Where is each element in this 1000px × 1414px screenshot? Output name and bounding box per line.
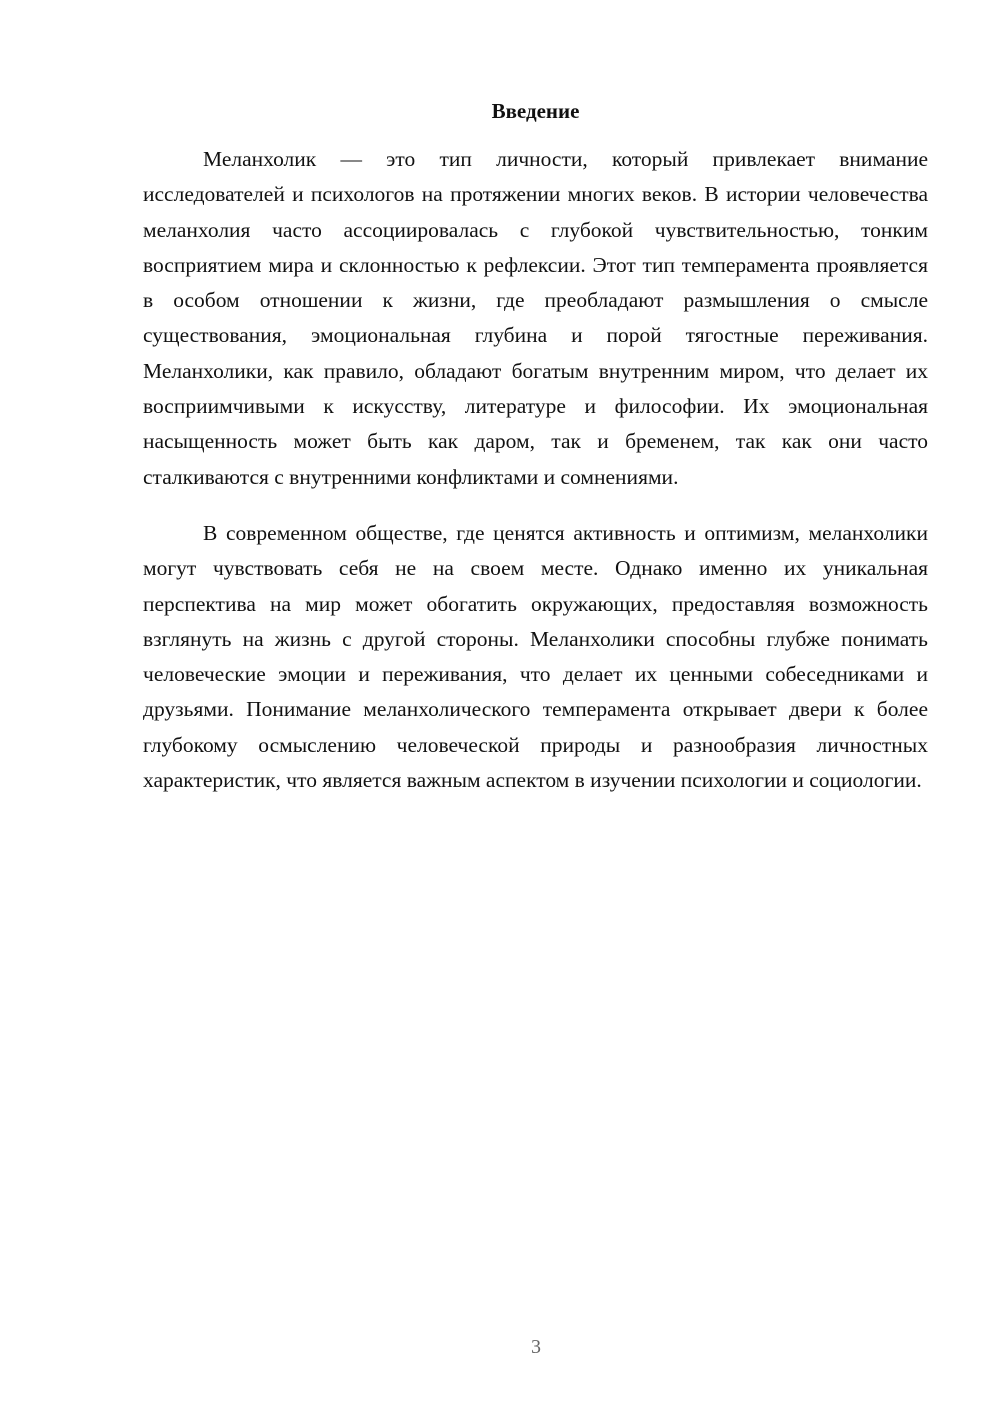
section-heading: Введение xyxy=(491,99,580,123)
page-content xyxy=(143,92,928,798)
paragraph-2: В современном обществе, где ценятся активность и оптимизм, меланхолики могут чувствовать себя не на своем месте. Однако именно их уникальная перспектива на мир может обогатить окружающих, предоставляя возможность взглянуть на жизнь с другой стороны. Меланхолики способны глубже понимать человеческие эмоции и переживания, что делает их ценными собеседниками и друзьями. Понимание меланхолического темперамента открывает двери к более глубокому осмыслению человеческой природы и разнообразия личностных характеристик, что является важным аспектом в изучении психологии и социологии. xyxy=(143,520,928,793)
paragraph-1: Меланхолик — это тип личности, который привлекает внимание исследователей и психологов на протяжении многих веков. В истории человечества меланхолия часто ассоциировалась с глубокой чувствительностью, тонким восприятием мира и склонностью к рефлексии. Этот тип темперамента проявляется в особом отношении к жизни, где преобладают размышления о смысле существования, эмоциональная глубина и порой тягостные переживания. Меланхолики, как правило, обладают богатым внутренним миром, что делает их восприимчивыми к искусству, литературе и философии. Их эмоциональная насыщенность может быть как даром, так и бременем, так как они часто сталкиваются с внутренними конфликтами и сомнениями. xyxy=(143,147,928,489)
page-number: 3 xyxy=(531,1336,541,1358)
